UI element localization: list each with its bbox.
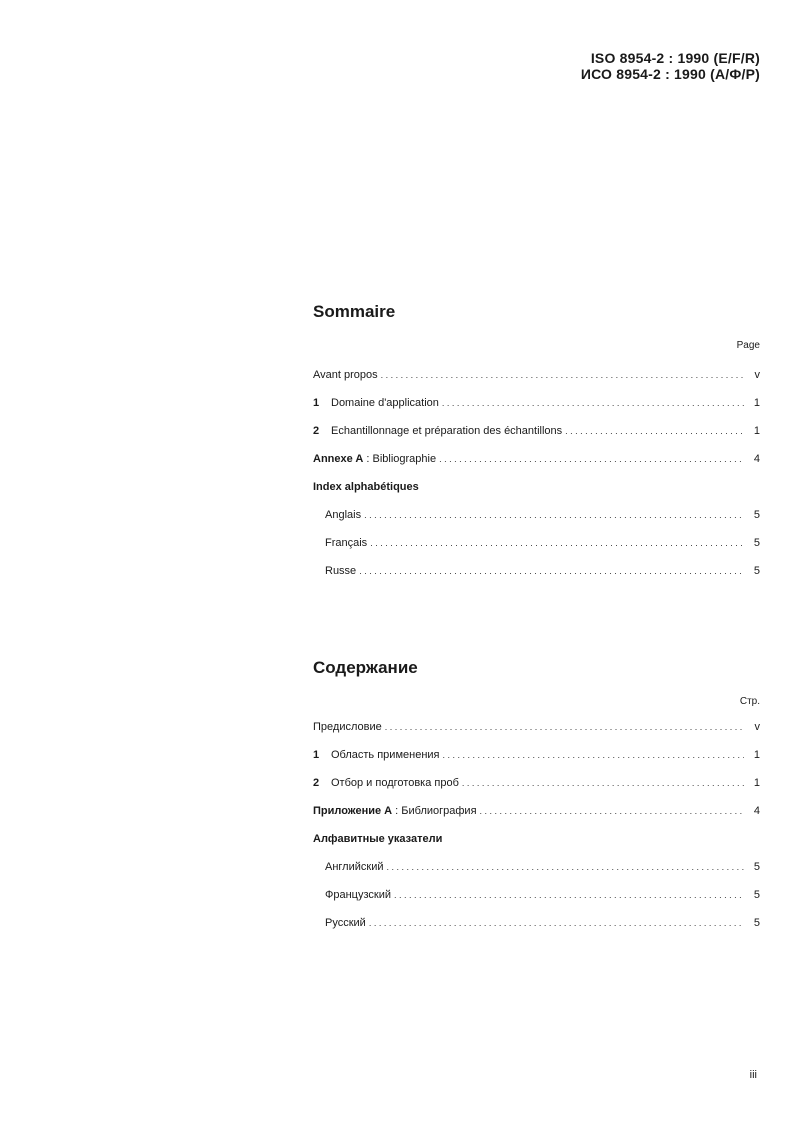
header-iso-reference-cyrillic: ИСО 8954-2 : 1990 (А/Ф/Р) xyxy=(580,66,760,82)
dot-leader xyxy=(364,509,744,522)
toc-entry-echantillonnage[interactable] xyxy=(313,425,760,438)
toc-entry-text: Область применения xyxy=(331,749,440,761)
toc-entry-page: 5 xyxy=(753,537,760,549)
toc-entry-page: 4 xyxy=(753,805,760,817)
french-contents-title: Sommaire xyxy=(313,302,396,321)
toc-entry-page: 1 xyxy=(753,397,760,409)
toc-entry-text: Echantillonnage et préparation des échantillons xyxy=(331,425,563,437)
toc-entry-text: Avant propos xyxy=(313,369,378,381)
dot-leader xyxy=(442,397,744,410)
toc-entry-text: Отбор и подготовка проб xyxy=(331,777,459,789)
dot-leader xyxy=(370,537,744,550)
toc-entry-number: 2 xyxy=(313,777,320,789)
russian-index-heading: Алфавитные указатели xyxy=(313,833,443,845)
toc-entry-text: Русский xyxy=(325,917,366,929)
toc-entry-page: 5 xyxy=(753,861,760,873)
page-number: iii xyxy=(749,1069,757,1081)
toc-entry-index-francais[interactable] xyxy=(313,537,760,550)
russian-page-column-label: Стр. xyxy=(739,696,760,707)
toc-entry-otbor[interactable] xyxy=(313,777,760,790)
annex-label: Annexe A xyxy=(313,453,364,465)
toc-entry-text xyxy=(313,805,477,818)
annex-title: : Bibliographie xyxy=(363,453,437,465)
french-index-heading: Index alphabétiques xyxy=(313,481,419,493)
toc-entry-page: 1 xyxy=(753,749,760,761)
toc-entry-page: 5 xyxy=(753,565,760,577)
dot-leader xyxy=(359,565,744,578)
toc-entry-page: v xyxy=(754,369,760,381)
toc-entry-index-russe[interactable] xyxy=(313,565,760,578)
toc-entry-index-frantsuzskiy[interactable] xyxy=(313,889,760,902)
dot-leader xyxy=(480,805,744,818)
dot-leader xyxy=(439,453,744,466)
toc-entry-text: Английский xyxy=(325,861,384,873)
document-header xyxy=(581,50,760,82)
toc-entry-predislovie[interactable] xyxy=(313,721,760,734)
dot-leader xyxy=(387,861,745,874)
dot-leader xyxy=(385,721,744,734)
toc-entry-page: 4 xyxy=(753,453,760,465)
french-contents xyxy=(313,302,760,578)
toc-entry-avant-propos[interactable] xyxy=(313,369,760,382)
toc-entry-text: Français xyxy=(325,537,368,549)
toc-entry-annexe-a[interactable] xyxy=(313,453,760,466)
toc-entry-prilozhenie-a[interactable] xyxy=(313,805,760,818)
toc-entry-text: Anglais xyxy=(325,509,362,521)
toc-entry-oblast[interactable] xyxy=(313,749,760,762)
header-iso-reference: ISO 8954-2 : 1990 (E/F/R) xyxy=(590,50,760,66)
toc-entry-text: Domaine d'application xyxy=(331,397,439,409)
toc-entry-page: 5 xyxy=(753,509,760,521)
toc-entry-text: Французский xyxy=(325,889,391,901)
russian-contents xyxy=(313,658,760,930)
toc-entry-index-angliyskiy[interactable] xyxy=(313,861,760,874)
toc-entry-text xyxy=(313,453,436,466)
toc-entry-index-russkiy[interactable] xyxy=(313,917,760,930)
dot-leader xyxy=(443,749,745,762)
dot-leader xyxy=(394,889,744,902)
toc-entry-text: Russe xyxy=(325,565,357,577)
toc-entry-page: 5 xyxy=(753,889,760,901)
toc-entry-number: 1 xyxy=(313,397,320,409)
toc-entry-page: 5 xyxy=(753,917,760,929)
toc-entry-page: v xyxy=(754,721,760,733)
french-page-column-label: Page xyxy=(736,340,760,351)
toc-entry-number: 1 xyxy=(313,749,320,761)
toc-entry-page: 1 xyxy=(753,425,760,437)
annex-label: Приложение А xyxy=(313,805,393,817)
dot-leader xyxy=(565,425,744,438)
dot-leader xyxy=(369,917,744,930)
toc-entry-domaine[interactable] xyxy=(313,397,760,410)
russian-contents-title: Содержание xyxy=(313,658,418,677)
dot-leader xyxy=(462,777,744,790)
annex-title: : Библиография xyxy=(392,805,477,817)
toc-entry-index-anglais[interactable] xyxy=(313,509,760,522)
toc-entry-number: 2 xyxy=(313,425,320,437)
toc-entry-page: 1 xyxy=(753,777,760,789)
toc-entry-text: Предисловие xyxy=(313,721,382,733)
dot-leader xyxy=(381,369,744,382)
